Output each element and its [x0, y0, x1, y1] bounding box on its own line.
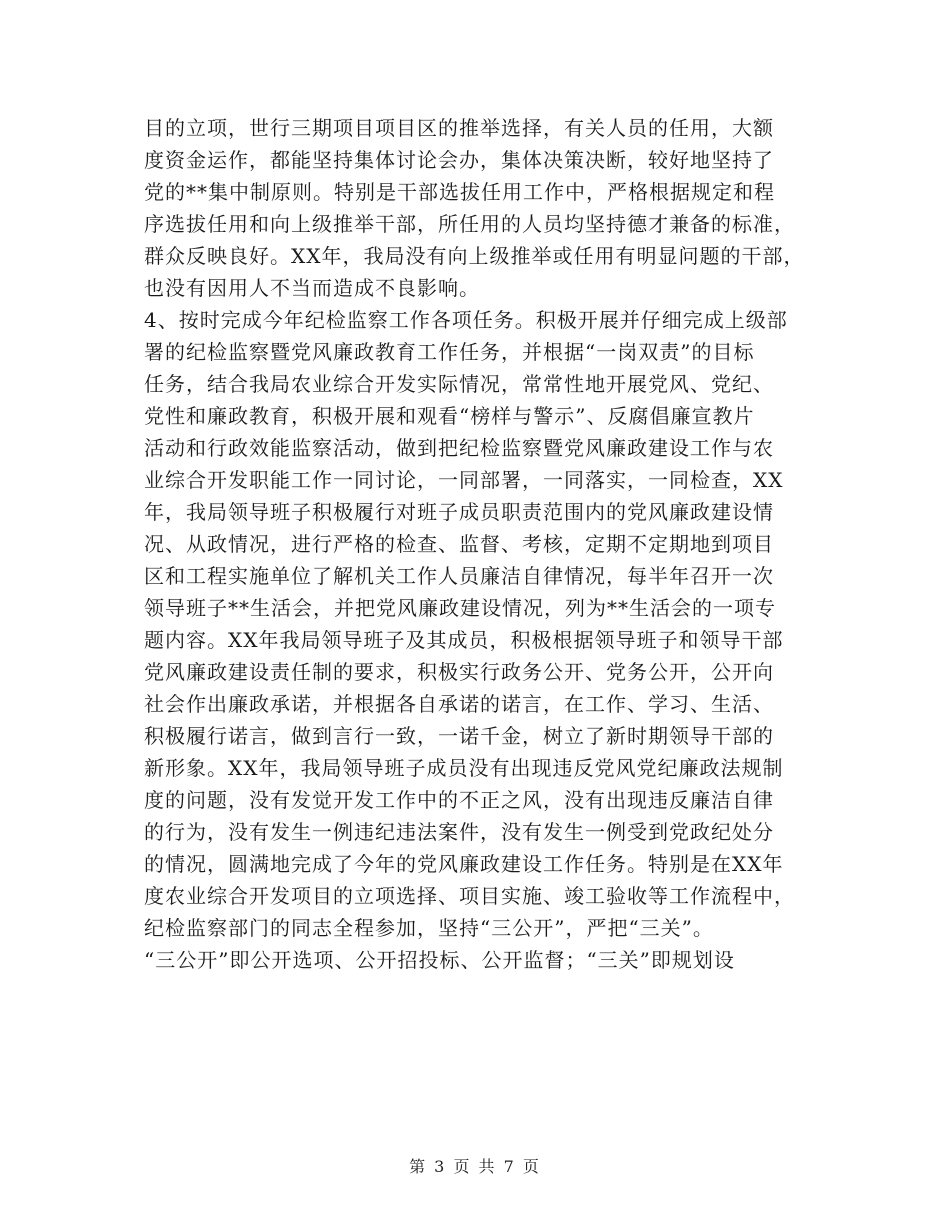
- text-line: 的情况，圆满地完成了今年的党风廉政建设工作任务。特别是在XX年: [144, 852, 784, 876]
- text-line: 目的立项，世行三期项目项目区的推举选择，有关人员的任用，大额: [144, 116, 774, 140]
- text-line: 度农业综合开发项目的立项选择、项目实施、竣工验收等工作流程中，: [144, 884, 795, 908]
- text-line: 年，我局领导班子积极履行对班子成员职责范围内的党风廉政建设情: [144, 500, 774, 524]
- text-line: 活动和行政效能监察活动，做到把纪检监察暨党风廉政建设工作与农: [144, 436, 774, 460]
- text-line: 题内容。XX年我局领导班子及其成员，积极根据领导班子和领导干部: [144, 628, 784, 652]
- text-line: 也没有因用人不当而造成不良影响。: [144, 276, 480, 300]
- text-line: 的行为，没有发生一例违纪违法案件，没有发生一例受到党政纪处分: [144, 820, 774, 844]
- text-line: 新形象。XX年，我局领导班子成员没有出现违反党风党纪廉政法规制: [144, 756, 784, 780]
- body-text: [144, 112, 806, 976]
- text-line: 任务，结合我局农业综合开发实际情况，常常性地开展党风、党纪、: [144, 372, 774, 396]
- text-line: 领导班子**生活会，并把党风廉政建设情况，列为**生活会的一项专: [144, 596, 776, 620]
- text-line: 业综合开发职能工作一同讨论，一同部署，一同落实，一同检查，XX: [144, 468, 784, 492]
- text-line: 署的纪检监察暨党风廉政教育工作任务，并根据“一岗双责”的目标: [144, 340, 755, 364]
- text-line: 社会作出廉政承诺，并根据各自承诺的诺言，在工作、学习、生活、: [144, 692, 774, 716]
- text-line: 况、从政情况，进行严格的检查、监督、考核，定期不定期地到项目: [144, 532, 774, 556]
- text-line: 群众反映良好。XX年，我局没有向上级推举或任用有明显问题的干部，: [144, 244, 805, 268]
- text-line: 党的**集中制原则。特别是干部选拔任用工作中，严格根据规定和程: [144, 180, 775, 204]
- page-number-footer: 第 3 页 共 7 页: [409, 1157, 541, 1176]
- text-line: 区和工程实施单位了解机关工作人员廉洁自律情况，每半年召开一次: [144, 564, 774, 588]
- text-line: 度的问题，没有发觉开发工作中的不正之风，没有出现违反廉洁自律: [144, 788, 774, 812]
- text-line: 序选拔任用和向上级推举干部，所任用的人员均坚持德才兼备的标准，: [144, 212, 795, 236]
- text-line: 党性和廉政教育，积极开展和观看“榜样与警示”、反腐倡廉宣教片: [144, 404, 755, 428]
- text-line: 度资金运作，都能坚持集体讨论会办，集体决策决断，较好地坚持了: [144, 148, 774, 172]
- text-line: 党风廉政建设责任制的要求，积极实行政务公开、党务公开，公开向: [144, 660, 774, 684]
- text-line: 积极履行诺言，做到言行一致，一诺千金，树立了新时期领导干部的: [144, 724, 774, 748]
- text-line: “三公开”即公开选项、公开招投标、公开监督；“三关”即规划设: [144, 948, 735, 972]
- text-line: 4、按时完成今年纪检监察工作各项任务。积极开展并仔细完成上级部: [144, 308, 788, 332]
- text-line: 纪检监察部门的同志全程参加，坚持“三公开”，严把“三关”。: [144, 916, 714, 940]
